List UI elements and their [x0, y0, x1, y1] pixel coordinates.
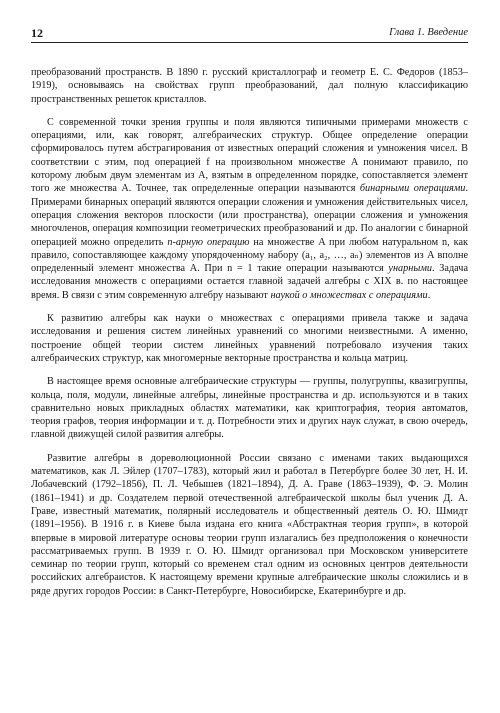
paragraph-text: на множестве A при любом натуральном n, как правило, сопоставляющее каждому упорядоченному набору (a₁, a₂, …, aₙ) элементов из A вполне определенный элемент множества A. При n = 1 такие операции называются: [31, 236, 468, 275]
paragraph-text: К развитию алгебры как науки о множествах с операциями привела также и задача исследования и решения систем линейных уравнений со многими неизвестными. А именно, построение общей теории систем линейных уравнений потребовало изучения таких алгебраических структур, как многомерные векторные пространства и кольца матриц.: [31, 313, 468, 364]
paragraph-text: С современной точки зрения группы и поля являются типичными примерами множеств с операциями, или, как говорят, алгебраических структур. Общее определение операции сформировалось путем абстрагирования от известных операций сложения и умножения чисел. В соответствии с этим, под операцией f на произвольном множестве A понимают правило, по которому любым двум элементам из A, взятым в определенном порядке, сопоставляется элемент того же множества A. Точнее, так определенные операции называются: [31, 116, 468, 195]
paragraph-text: преобразований пространств. В 1890 г. русский кристаллограф и геометр Е. С. Федоров (1853–1919), основываясь на свойствах групп преобразований, дал полную классификацию пространственных решеток кристаллов.: [31, 67, 468, 105]
paragraph-4: [31, 375, 468, 441]
paragraph-text: . Примерами бинарных операций являются операции сложения и умножения действительных чисел, операция сложения векторов плоскости (или пространства), операции сложения и умножения многочленов, операция композиции геометрических преобразований и др. По аналогии с бинарной операцией можно определить: [31, 183, 468, 248]
paragraph-1: [31, 66, 468, 106]
paragraph-5: [31, 452, 468, 598]
term-science-of-sets: наукой о множествах с операциями: [270, 289, 428, 301]
term-binary-operations: бинарными операциями: [359, 183, 466, 195]
term-n-ary-operation: n-арную операцию: [167, 236, 250, 248]
paragraph-3: [31, 312, 468, 365]
page-header: [31, 26, 468, 44]
paragraph-2: [31, 116, 468, 302]
page-number: 12: [31, 26, 43, 40]
paragraph-text: В настоящее время основные алгебраические структуры — группы, полугруппы, квазигруппы, кольца, поля, модули, линейные алгебры, линейные пространства и др. используются и в таких сравнительно новых прикладных областях математики, как криптография, теория автоматов, теория графов, теория информации и т. д. Потребности этих и других наук служат, в свою очередь, главной движущей силой развития алгебры.: [31, 376, 468, 441]
body-text: [31, 66, 468, 608]
paragraph-text: Развитие алгебры в дореволюционной России связано с именами таких выдающихся математиков, как Л. Эйлер (1707–1783), который жил и работал в Петербурге более 30 лет, Н. И. Лобачевский (1792–1856), П. Л. Чебышев (1821–1894), Д. А. Граве (1863–1939), Ф. Э. Молин (1861–1941) и др. Создателем первой отечественной алгебраической школы был ученик Д. А. Граве, известный математик, полярный исследователь и общественный деятель О. Ю. Шмидт (1891–1956). В 1916 г. в Киеве была издана его книга «Абстрактная теория групп», в которой впервые в мировой литературе основы теории групп излагались без предположения о конечности рассматриваемых групп. В 1939 г. О. Ю. Шмидт организовал при Московском университете семинар по теории групп, который со временем стал одним из основных центров деятельности российских алгебраистов. К настоящему времени крупные алгебраические школы сложились и в ряде других городов России: в Санкт-Петербурге, Новосибирске, Екатеринбурге и др.: [31, 452, 468, 597]
running-title: Глава 1. Введение: [389, 27, 468, 38]
header-rule: [31, 42, 468, 43]
paragraph-text: .: [427, 289, 431, 301]
paragraph-text: . Задача исследования множеств с операциями остается главной задачей алгебры с XIX в. по настоящее время. В связи с этим современную алгебру называют: [31, 263, 469, 301]
term-unary: унарными: [388, 263, 432, 275]
